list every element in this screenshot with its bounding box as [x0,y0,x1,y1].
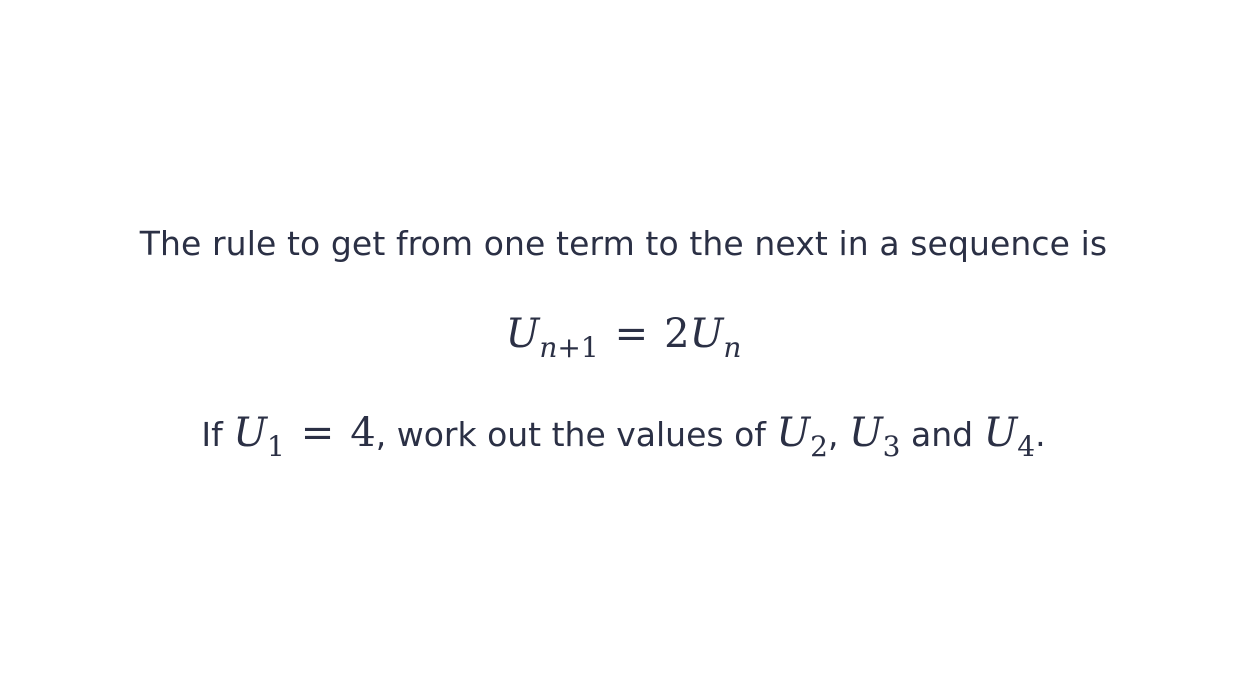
term-4-subscript: 4 [1017,430,1036,463]
recurrence-equation [0,308,1247,364]
equation-rhs-subscript-var: n [723,331,742,364]
question-end: . [1035,415,1046,454]
question-prefix: If [201,415,223,454]
term-3 [848,410,901,463]
equation-rhs-variable: U [689,311,724,357]
given-term [233,410,376,463]
term-2 [776,410,828,463]
intro-sentence: The rule to get from one term to the next in a sequence is [139,224,1108,263]
equation-lhs-subscript [539,331,598,364]
term-3-subscript: 3 [882,430,901,463]
equation-operator: = [614,311,649,357]
given-variable: U [233,410,267,456]
term-2-subscript: 2 [810,430,828,463]
given-value: 4 [350,410,376,456]
term-2-variable: U [776,410,811,456]
equation-lhs-variable: U [505,311,540,357]
question-text [0,409,1247,461]
term-separator: , [827,415,839,454]
term-3-variable: U [848,410,883,456]
question-conjunction: and [910,415,974,454]
term-4 [983,410,1036,463]
equation-rhs-coefficient: 2 [664,311,690,357]
intro-text [0,222,1247,266]
term-4-variable: U [983,410,1018,456]
given-subscript: 1 [266,430,285,463]
equation-lhs-subscript-var: n [539,331,558,364]
given-operator: = [300,410,335,456]
question-middle: , work out the values of [375,415,766,454]
equation-rhs-subscript [723,331,741,364]
equation-lhs-subscript-rest: +1 [557,331,599,364]
